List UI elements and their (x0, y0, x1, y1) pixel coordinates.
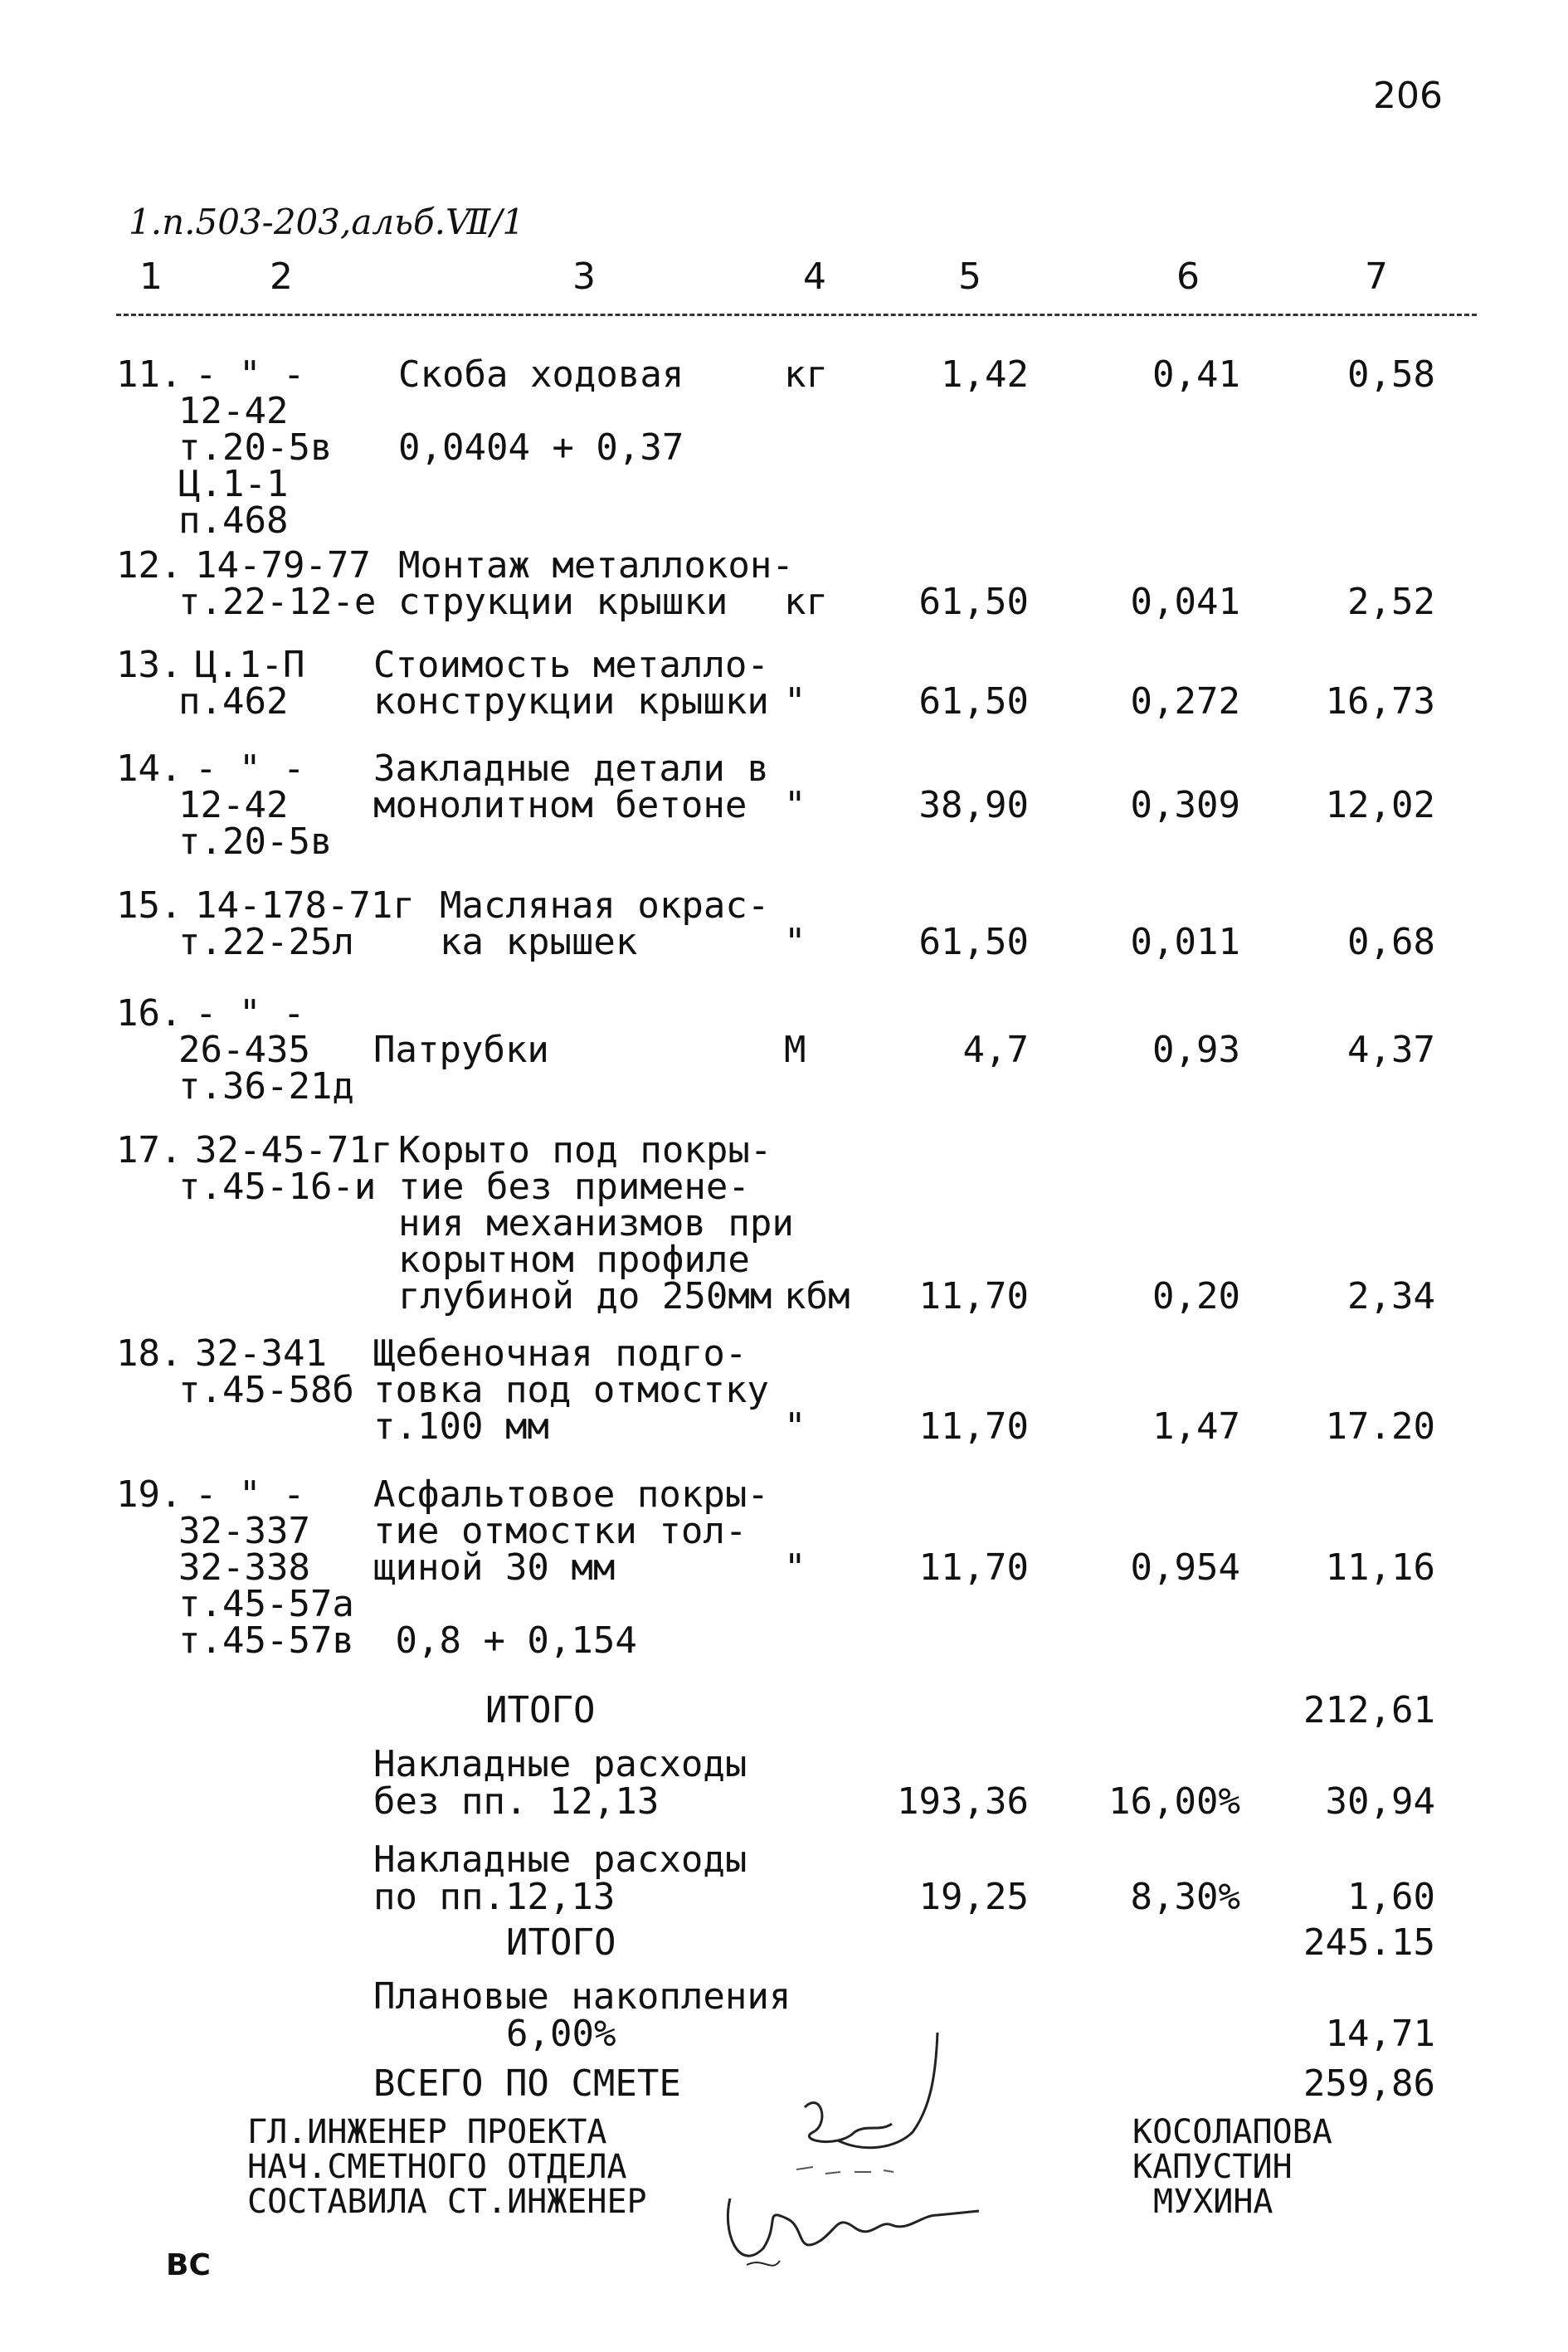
row-code-line: т.20-5в (178, 426, 333, 469)
signature-role-3: СОСТАВИЛА СТ.ИНЖЕНЕР (247, 2183, 647, 2221)
row-number: 13. (116, 644, 183, 686)
row-name-line: 0,8 + 0,154 (373, 1619, 637, 1662)
column-header-4: 4 (803, 256, 826, 298)
row-code-line: т.22-12-е (178, 581, 377, 623)
grand-total-label: ВСЕГО ПО СМЕТЕ (373, 2062, 681, 2105)
row-quantity: 11,70 (918, 1405, 1029, 1448)
overhead2-rate: 8,30% (1130, 1876, 1240, 1918)
row-number: 15. (116, 884, 183, 927)
row-unit-price: 0,272 (1130, 680, 1240, 723)
row-name-line: Монтаж металлокон- (398, 544, 794, 587)
column-header-2: 2 (270, 256, 293, 298)
overhead2-label-line1: Накладные расходы (373, 1838, 747, 1881)
row-code-line: т.36-21д (178, 1065, 354, 1108)
signature-name-2: КАПУСТИН (1132, 2148, 1293, 2186)
planned-value: 14,71 (1325, 2013, 1435, 2055)
signature-role-2: НАЧ.СМЕТНОГО ОТДЕЛА (247, 2148, 627, 2186)
signature-role-1: ГЛ.ИНЖЕНЕР ПРОЕКТА (247, 2113, 607, 2151)
row-unit: кг (784, 581, 828, 623)
row-name-line: щиной 30 мм (373, 1546, 616, 1589)
planned-label-line2: 6,00% (506, 2013, 616, 2055)
column-header-7: 7 (1365, 256, 1388, 298)
row-total: 4,37 (1347, 1029, 1435, 1071)
row-name-line: Закладные детали в (373, 747, 769, 790)
row-total: 0,58 (1347, 353, 1435, 396)
row-unit-price: 0,041 (1130, 581, 1240, 623)
row-code-line: п.468 (178, 499, 289, 542)
footer-mark: ВС (166, 2248, 211, 2282)
header-divider (116, 314, 1477, 316)
row-unit: кг (784, 353, 828, 396)
row-code-line: т.45-58б (178, 1369, 354, 1411)
row-code-line: 12-42 (178, 784, 289, 826)
row-code-line: 32-338 (178, 1546, 310, 1589)
row-unit-price: 0,41 (1152, 353, 1240, 396)
row-quantity: 61,50 (918, 921, 1029, 963)
row-quantity: 4,7 (962, 1029, 1029, 1071)
row-code-line: 26-435 (178, 1029, 310, 1071)
row-unit: " (784, 1546, 806, 1589)
row-code-line: 32-337 (178, 1510, 310, 1552)
row-quantity: 61,50 (918, 581, 1029, 623)
row-name-line: тие без примене- (398, 1166, 750, 1208)
overhead1-value: 30,94 (1325, 1780, 1435, 1823)
row-quantity: 1,42 (941, 353, 1029, 396)
itogo2-value: 245.15 (1303, 1921, 1435, 1964)
overhead1-label-line2: без пп. 12,13 (373, 1780, 660, 1823)
row-code-line: т.45-57в (178, 1619, 354, 1662)
overhead1-label-line1: Накладные расходы (373, 1743, 747, 1785)
row-unit: кбм (784, 1275, 850, 1317)
row-quantity: 11,70 (918, 1275, 1029, 1317)
row-name-line: Скоба ходовая (398, 353, 684, 396)
row-total: 2,34 (1347, 1275, 1435, 1317)
row-number: 11. (116, 353, 183, 396)
row-unit-price: 0,011 (1130, 921, 1240, 963)
row-code-line: 14-178-71г (195, 884, 415, 927)
row-name-line: Стоимость металло- (373, 644, 769, 686)
row-number: 18. (116, 1332, 183, 1375)
column-header-6: 6 (1176, 256, 1200, 298)
row-total: 12,02 (1325, 784, 1435, 826)
itogo2-label: ИТОГО (506, 1921, 616, 1964)
grand-total-value: 259,86 (1303, 2062, 1435, 2105)
row-code-line: 14-79-77 (195, 544, 371, 587)
page-number: 206 (1373, 75, 1443, 117)
row-unit-price: 0,20 (1152, 1275, 1240, 1317)
row-unit: " (784, 1405, 806, 1448)
row-code-line: - " - (195, 353, 305, 396)
row-code-line: - " - (195, 992, 305, 1035)
row-total: 17.20 (1325, 1405, 1435, 1448)
row-name-line: монолитном бетоне (373, 784, 747, 826)
itogo-value: 212,61 (1303, 1689, 1435, 1731)
row-name-line: корытном профиле (398, 1239, 750, 1281)
row-code-line: т.20-5в (178, 821, 333, 863)
row-name-line: ка крышек (440, 921, 638, 963)
row-code-line: 32-341 (195, 1332, 327, 1375)
row-quantity: 38,90 (918, 784, 1029, 826)
row-number: 16. (116, 992, 183, 1035)
row-code-line: - " - (195, 747, 305, 790)
row-name-line: Масляная окрас- (440, 884, 770, 927)
row-code-line: п.462 (178, 680, 289, 723)
row-name-line: т.100 мм (373, 1405, 549, 1448)
column-header-5: 5 (958, 256, 981, 298)
document-reference: 1.п.503-203,альб.Ⅶ/1 (129, 202, 525, 242)
row-unit-price: 1,47 (1152, 1405, 1240, 1448)
row-total: 0,68 (1347, 921, 1435, 963)
itogo-label: ИТОГО (485, 1689, 596, 1731)
row-number: 14. (116, 747, 183, 790)
signature-name-3: МУХИНА (1153, 2183, 1273, 2221)
row-name-line: глубиной до 250мм (398, 1275, 772, 1317)
row-name-line: товка под отмостку (373, 1369, 769, 1411)
row-quantity: 11,70 (918, 1546, 1029, 1589)
row-unit: М (784, 1029, 806, 1071)
row-quantity: 61,50 (918, 680, 1029, 723)
overhead1-base: 193,36 (897, 1780, 1029, 1823)
row-code-line: т.45-16-и (178, 1166, 377, 1208)
row-name-line: конструкции крышки (373, 680, 769, 723)
row-name-line: Асфальтовое покры- (373, 1473, 769, 1516)
handwritten-signatures (713, 2008, 1029, 2281)
row-code-line: 32-45-71г (195, 1129, 393, 1171)
row-total: 11,16 (1325, 1546, 1435, 1589)
row-name-line: Щебеночная подго- (373, 1332, 747, 1375)
overhead1-rate: 16,00% (1108, 1780, 1240, 1823)
row-code-line: Ц.1-1 (178, 463, 289, 505)
row-code-line: - " - (195, 1473, 305, 1516)
row-unit: " (784, 680, 806, 723)
row-total: 16,73 (1325, 680, 1435, 723)
planned-label-line1: Плановые накопления (373, 1975, 791, 2018)
row-name-line: ния механизмов при (398, 1202, 794, 1244)
overhead2-base: 19,25 (918, 1876, 1029, 1918)
row-unit: " (784, 921, 806, 963)
row-total: 2,52 (1347, 581, 1435, 623)
row-unit-price: 0,93 (1152, 1029, 1240, 1071)
row-code-line: Ц.1-П (195, 644, 305, 686)
column-header-3: 3 (572, 256, 596, 298)
row-number: 19. (116, 1473, 183, 1516)
signature-name-1: КОСОЛАПОВА (1132, 2113, 1332, 2151)
row-name-line: Корыто под покры- (398, 1129, 772, 1171)
column-header-1: 1 (139, 256, 163, 298)
row-code-line: т.22-25л (178, 921, 354, 963)
row-name-line: тие отмостки тол- (373, 1510, 747, 1552)
row-unit-price: 0,309 (1130, 784, 1240, 826)
row-unit-price: 0,954 (1130, 1546, 1240, 1589)
row-name-line: 0,0404 + 0,37 (398, 426, 684, 469)
overhead2-label-line2: по пп.12,13 (373, 1876, 616, 1918)
row-name-line: Патрубки (373, 1029, 549, 1071)
overhead2-value: 1,60 (1347, 1876, 1435, 1918)
row-code-line: т.45-57а (178, 1583, 354, 1625)
row-name-line: струкции крышки (398, 581, 728, 623)
row-code-line: 12-42 (178, 390, 289, 432)
row-unit: " (784, 784, 806, 826)
row-number: 12. (116, 544, 183, 587)
row-number: 17. (116, 1129, 183, 1171)
